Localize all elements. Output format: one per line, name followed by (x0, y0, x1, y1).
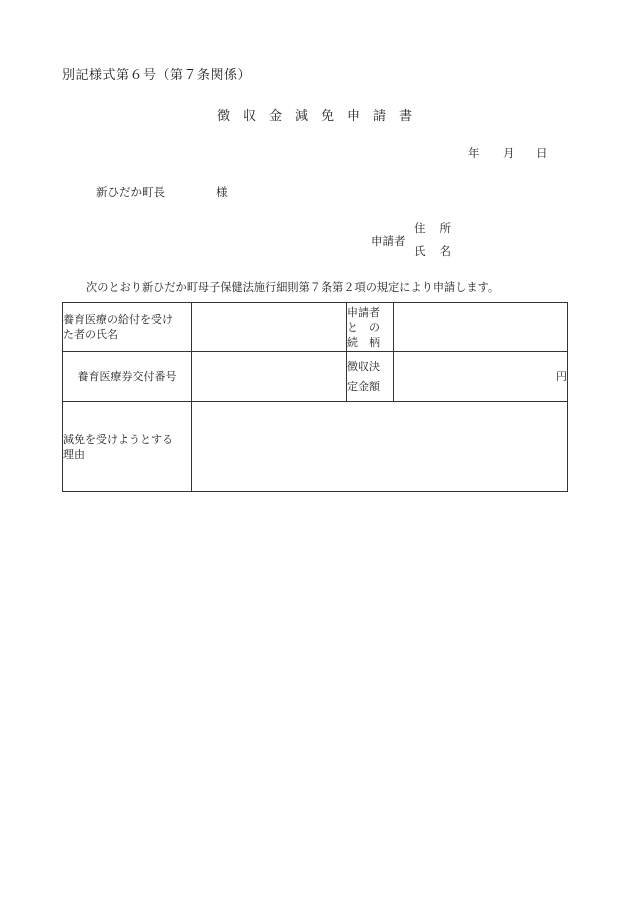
yen-unit: 円 (556, 370, 567, 383)
title-char: 徴 (216, 109, 231, 124)
title-char: 書 (399, 109, 414, 124)
reason-field[interactable] (192, 402, 568, 492)
date-day-label: 日 (536, 146, 548, 160)
statement-text: 次のとおり新ひだか町母子保健法施行細則第７条第２項の規定により申請します。 (86, 281, 500, 294)
reason-label: 減免を受けようとする 理由 (63, 402, 192, 492)
recipient-name-field[interactable] (192, 303, 347, 352)
title-char: 減 (294, 109, 309, 124)
ticket-number-label: 養育医療券交付番号 (63, 352, 192, 402)
title-char: 金 (268, 109, 283, 124)
honorific: 様 (216, 185, 228, 199)
form-number: 別記様式第６号（第７条関係） (62, 68, 252, 83)
relationship-label: 申請者 と の 続 柄 (347, 303, 394, 352)
recipient-name-label: 養育医療の給付を受け た者の氏名 (63, 303, 192, 352)
addressee: 新ひだか町長 (96, 185, 165, 199)
table-row (63, 402, 568, 492)
date-month-label: 月 (503, 146, 515, 160)
document-title (0, 105, 630, 124)
table-row (63, 352, 568, 402)
title-char: 免 (321, 109, 336, 124)
title-char: 請 (373, 109, 388, 124)
title-char: 申 (347, 109, 362, 124)
address-label: 住 所 (414, 221, 451, 235)
name-label: 氏 名 (414, 244, 451, 258)
decided-amount-field[interactable] (394, 352, 568, 402)
title-char: 収 (242, 109, 257, 124)
ticket-number-field[interactable] (192, 352, 347, 402)
relationship-field[interactable] (394, 303, 568, 352)
applicant-label: 申請者 (371, 234, 406, 248)
application-table (62, 302, 568, 492)
decided-amount-label: 徴収決 定金額 (347, 352, 394, 402)
date-year-label: 年 (468, 146, 480, 160)
table-row (63, 303, 568, 352)
